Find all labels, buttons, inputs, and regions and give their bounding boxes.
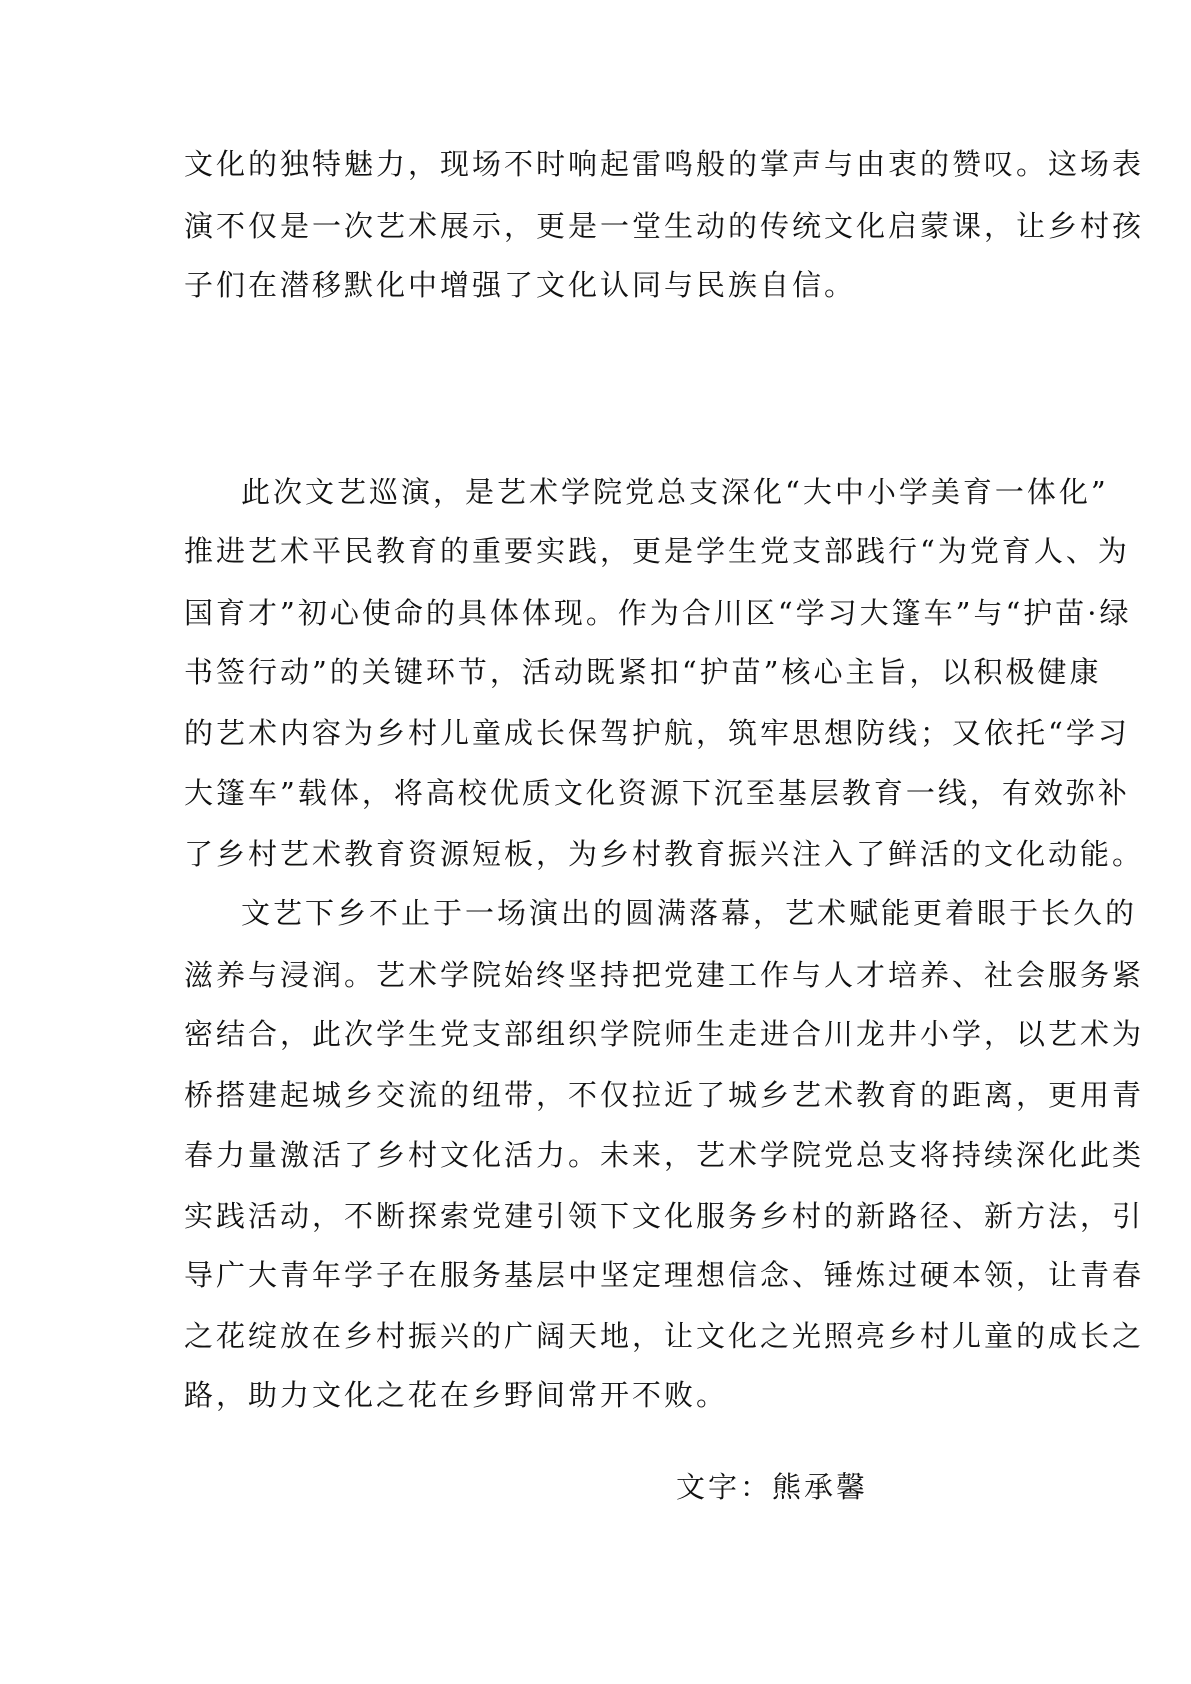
paragraph-3-line-8: 之花绽放在乡村振兴的广阔天地，让文化之光照亮乡村儿童的成长之 (184, 1319, 1145, 1353)
paragraph-2-line-5: 的艺术内容为乡村儿童成长保驾护航，筑牢思想防线；又依托“学习 (184, 716, 1130, 750)
paragraph-2-line-1: 此次文艺巡演，是艺术学院党总支深化“大中小学美育一体化” (241, 475, 1109, 509)
paragraph-2-line-6: 大篷车”载体，将高校优质文化资源下沉至基层教育一线，有效弥补 (184, 776, 1130, 810)
paragraph-3-line-4: 桥搭建起城乡交流的纽带，不仅拉近了城乡艺术教育的距离，更用青 (184, 1078, 1145, 1112)
paragraph-1-line-1: 文化的独特魅力，现场不时响起雷鸣般的掌声与由衷的赞叹。这场表 (184, 147, 1145, 181)
paragraph-2-line-3: 国育才”初心使命的具体体现。作为合川区“学习大篷车”与“护苗·绿 (184, 596, 1132, 630)
paragraph-3-line-7: 导广大青年学子在服务基层中坚定理想信念、锤炼过硬本领，让青春 (184, 1258, 1145, 1292)
paragraph-1-line-2: 演不仅是一次艺术展示，更是一堂生动的传统文化启蒙课，让乡村孩 (184, 209, 1145, 243)
paragraph-2-line-2: 推进艺术平民教育的重要实践，更是学生党支部践行“为党育人、为 (184, 534, 1130, 568)
paragraph-3-line-1: 文艺下乡不止于一场演出的圆满落幕，艺术赋能更着眼于长久的 (241, 896, 1138, 930)
paragraph-2-line-7: 了乡村艺术教育资源短板，为乡村教育振兴注入了鲜活的文化动能。 (184, 837, 1145, 871)
paragraph-3-line-9: 路，助力文化之花在乡野间常开不败。 (184, 1378, 729, 1412)
paragraph-3-line-3: 密结合，此次学生党支部组织学院师生走进合川龙井小学，以艺术为 (184, 1017, 1145, 1051)
paragraph-3-line-5: 春力量激活了乡村文化活力。未来，艺术学院党总支将持续深化此类 (184, 1138, 1145, 1172)
paragraph-2-line-4: 书签行动”的关键环节，活动既紧扣“护苗”核心主旨，以积极健康 (184, 655, 1102, 689)
paragraph-3-line-2: 滋养与浸润。艺术学院始终坚持把党建工作与人才培养、社会服务紧 (184, 958, 1145, 992)
author-signature: 文字：熊承馨 (676, 1470, 869, 1504)
paragraph-1-line-3: 子们在潜移默化中增强了文化认同与民族自信。 (184, 268, 857, 302)
paragraph-3-line-6: 实践活动，不断探索党建引领下文化服务乡村的新路径、新方法，引 (184, 1199, 1145, 1233)
